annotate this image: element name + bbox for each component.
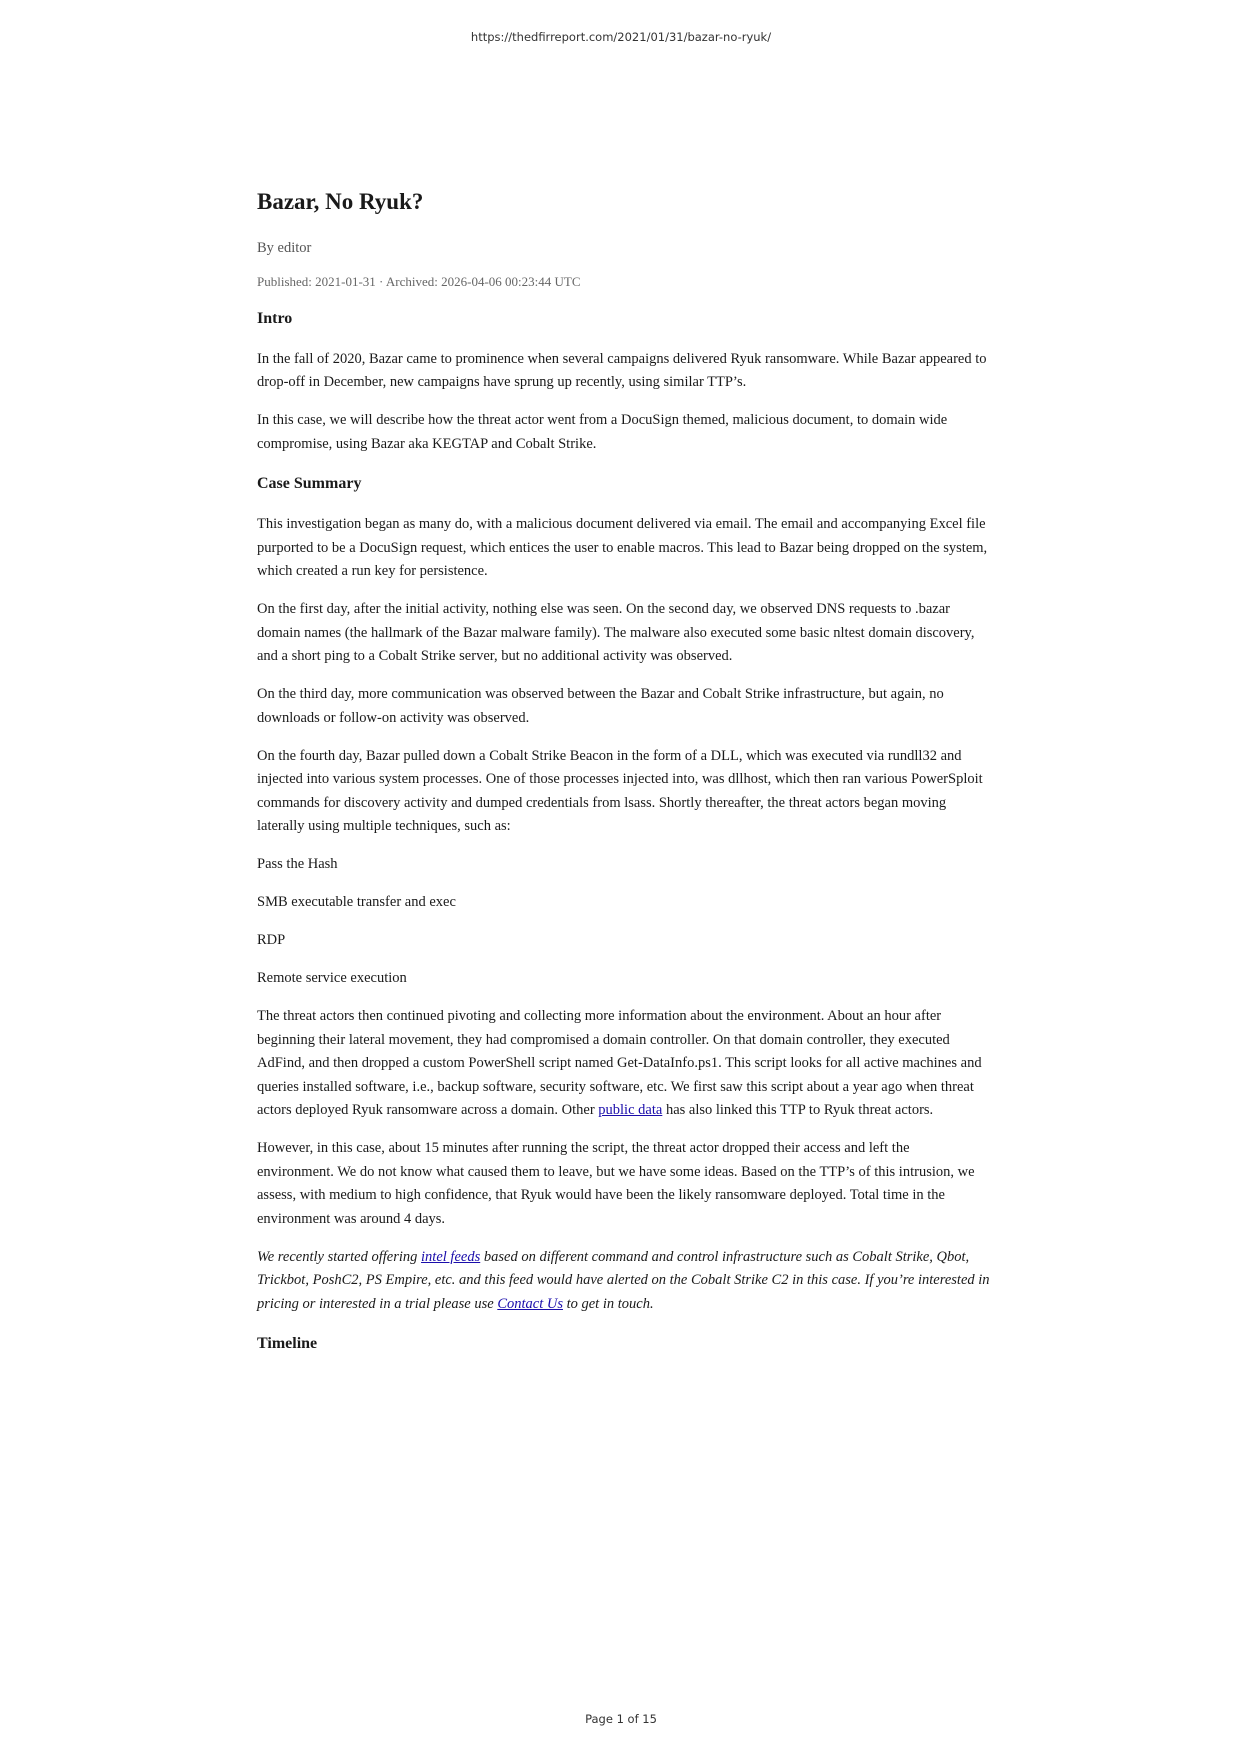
case-summary-heading: Case Summary (257, 475, 362, 493)
summary-paragraph-6: However, in this case, about 15 minutes after running the script, the threat actor dropped their access and left the environment. We do not know what caused them to leave, but we have some ideas. Based on the TTP’s of this intrusion, we assess, with medium to high confidence, that Ryuk would have been the likely ransomware deployed. Total time in the environment was around 4 days. (257, 1140, 975, 1227)
summary-paragraph-2: On the first day, after the initial activity, nothing else was seen. On the second day, we observed DNS requests to .bazar domain names (the hallmark of the Bazar malware family). The malware also executed some basic nltest domain discovery, and a short ping to a Cobalt Strike server, but no additional activity was observed. (257, 601, 975, 665)
summary-paragraph-3: On the third day, more communication was observed between the Bazar and Cobalt Strike infrastructure, but again, no downloads or follow-on activity was observed. (257, 686, 944, 726)
contact-us-link[interactable]: Contact Us (497, 1295, 563, 1312)
technique-item: Remote service execution (257, 970, 407, 987)
promo-paragraph (257, 1246, 990, 1317)
publish-meta: Published: 2021-01-31 · Archived: 2026-04-06 00:23:44 UTC (257, 273, 581, 289)
summary-paragraph-5 (257, 1005, 990, 1123)
promo-text-middle: based on different command and control infrastructure such as Cobalt Strike, Qbot, Trickbot, PoshC2, PS Empire, etc. and this feed would have alerted on the Cobalt Strike C2 in this case. If you’re interested in pricing or interested in a trial please use (257, 1248, 990, 1312)
byline: By editor (257, 239, 312, 256)
timeline-heading: Timeline (257, 1335, 318, 1353)
public-data-link[interactable]: public data (598, 1102, 663, 1119)
page-url: https://thedfirreport.com/2021/01/31/bazar-no-ryuk/ (470, 30, 772, 44)
page-number: Page 1 of 15 (585, 1712, 657, 1726)
summary-paragraph-1: This investigation began as many do, with a malicious document delivered via email. The email and accompanying Excel file purported to be a DocuSign request, which entices the user to enable macros. This lead to Bazar being dropped on the system, which created a run key for persistence. (257, 516, 988, 580)
intel-feeds-link[interactable]: intel feeds (421, 1248, 481, 1265)
article-title: Bazar, No Ryuk? (257, 189, 424, 214)
summary-p5-text: The threat actors then continued pivoting and collecting more information about the environment. About an hour after beginning their lateral movement, they had compromised a domain controller. On that domain controller, they executed AdFind, and then dropped a custom PowerShell script named Get-DataInfo.ps1. This script looks for all active machines and queries installed software, i.e., backup software, security software, etc. We first saw this script about a year ago when threat actors deployed Ryuk ransomware across a domain. Other (257, 1008, 982, 1119)
intro-heading: Intro (257, 310, 293, 328)
promo-text: We recently started offering (257, 1248, 422, 1265)
intro-paragraph-2: In this case, we will describe how the threat actor went from a DocuSign themed, malicious document, to domain wide compromise, using Bazar aka KEGTAP and Cobalt Strike. (257, 412, 948, 452)
technique-item: Pass the Hash (257, 856, 338, 873)
summary-paragraph-4: On the fourth day, Bazar pulled down a Cobalt Strike Beacon in the form of a DLL, which was executed via rundll32 and injected into various system processes. One of those processes injected into, was dllhost, which then ran various PowerSploit commands for discovery activity and dumped credentials from lsass. Shortly thereafter, the threat actors began moving laterally using multiple techniques, such as: (257, 747, 983, 835)
intro-paragraph-1: In the fall of 2020, Bazar came to prominence when several campaigns delivered Ryuk ransomware. While Bazar appeared to drop-off in December, new campaigns have sprung up recently, using similar TTP’s. (257, 350, 987, 391)
article (257, 188, 990, 1373)
technique-item: RDP (257, 932, 286, 949)
summary-p5-text-end: has also linked this TTP to Ryuk threat actors. (662, 1102, 934, 1119)
promo-text-end: to get in touch. (562, 1295, 654, 1312)
technique-item: SMB executable transfer and exec (257, 894, 456, 911)
